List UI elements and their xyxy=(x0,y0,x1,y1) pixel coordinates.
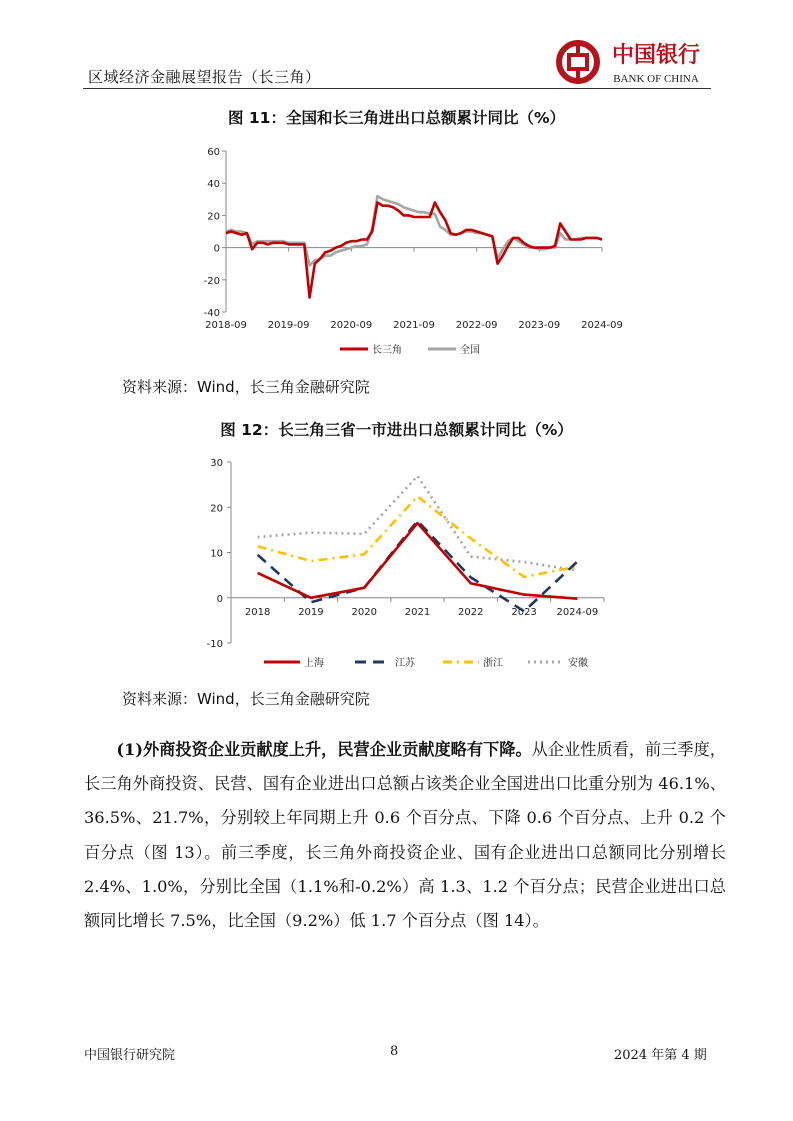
x-tick-label: 2019 xyxy=(298,606,324,618)
y-tick-label: -10 xyxy=(206,639,223,650)
y-tick-label: 20 xyxy=(207,211,220,223)
series-line-全国 xyxy=(226,196,602,265)
legend-label: 全国 xyxy=(460,345,480,356)
figure-11-chart xyxy=(190,140,623,365)
issue-label: 2024 年第 4 期 xyxy=(614,1048,707,1063)
paragraph-lead: (1)外商投资企业贡献度上升，民营企业贡献度略有下降。 xyxy=(116,740,532,759)
report-title: 区域经济金融展望报告（长三角） xyxy=(88,68,321,86)
x-tick-label: 2018-09 xyxy=(205,320,247,331)
y-tick-label: 20 xyxy=(210,503,223,515)
x-tick-label: 2022 xyxy=(458,606,484,618)
y-tick-label: 30 xyxy=(210,458,223,469)
figure-11-title: 图 11：全国和长三角进出口总额累计同比（%） xyxy=(228,109,565,127)
figure-11-source: 资料来源：Wind，长三角金融研究院 xyxy=(122,378,370,396)
page-number: 8 xyxy=(390,1044,399,1059)
x-tick-label: 2020-09 xyxy=(330,320,373,331)
x-tick-label: 2022-09 xyxy=(455,320,498,331)
x-tick-label: 2020 xyxy=(351,606,377,618)
x-tick-label: 2023 xyxy=(511,606,537,618)
x-tick-label: 2024-09 xyxy=(581,320,623,331)
boc-emblem-icon xyxy=(559,40,597,84)
y-tick-label: -40 xyxy=(203,308,220,319)
figure-12-title: 图 12：长三角三省一市进出口总额累计同比（%） xyxy=(220,421,573,439)
y-tick-label: 10 xyxy=(210,548,223,560)
x-tick-label: 2019-09 xyxy=(267,320,310,331)
x-tick-label: 2021 xyxy=(404,606,431,618)
y-tick-label: 60 xyxy=(207,147,220,158)
x-tick-label: 2024-09 xyxy=(556,606,599,618)
legend-label: 安徽 xyxy=(568,658,588,669)
figure-12-source: 资料来源：Wind，长三角金融研究院 xyxy=(122,690,370,708)
y-tick-label: -20 xyxy=(203,275,220,287)
figure-12-chart xyxy=(190,452,620,674)
legend-label: 长三角 xyxy=(372,345,402,356)
logo-chinese-text: 中国银行 xyxy=(611,42,701,68)
legend-label: 上海 xyxy=(304,658,324,669)
paragraph-text: 从企业性质看，前三季度，长三角外商投资、民营、国有企业进出口总额占该类企业全国进出口比重分别为 46.1%、36.5%、21.7%，分别较上年同期上升 0.6 个百分点、下降 0.6 个百分点、上升 0.2 个百分点（图 13）。前三季度，长三角外商投资企业、国有企业进出口总额同比分别增长 2.4%、1.0%，分别比全国（1.1%和-0.2%）高 1.3、1.2 个百分点；民营企业进出口总额同比增长 7.5%，比全国（9.2%）低 1.7 个百分点（图 14）。 xyxy=(84,740,726,931)
x-tick-label: 2021-09 xyxy=(393,320,435,331)
header-divider xyxy=(83,88,711,89)
logo-english-text: BANK OF CHINA xyxy=(613,73,699,85)
x-tick-label: 2018 xyxy=(244,606,271,618)
series-line-浙江 xyxy=(258,496,578,577)
legend-label: 江苏 xyxy=(395,658,415,669)
y-tick-label: 0 xyxy=(213,243,220,255)
legend-label: 浙江 xyxy=(483,658,503,669)
x-tick-label: 2023-09 xyxy=(518,320,561,331)
y-tick-label: 0 xyxy=(216,593,223,605)
footer-institution: 中国银行研究院 xyxy=(84,1048,176,1063)
bank-of-china-logo xyxy=(556,38,716,86)
body-paragraph xyxy=(84,733,726,938)
y-tick-label: 40 xyxy=(207,179,220,191)
